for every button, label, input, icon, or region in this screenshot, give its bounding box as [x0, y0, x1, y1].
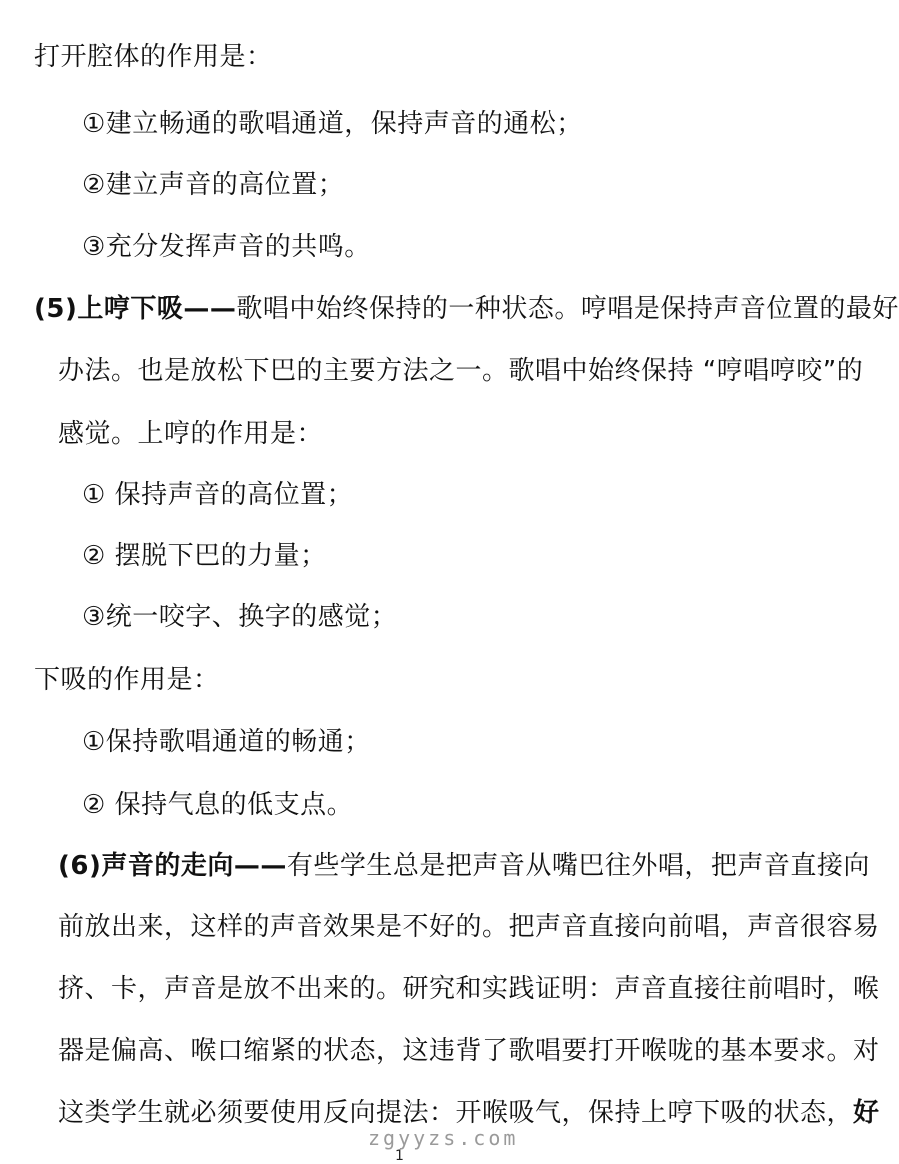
line-17: 器是偏高、喉口缩紧的状态，这违背了歌唱要打开喉咙的基本要求。对 [58, 1036, 880, 1066]
line-11: 下吸的作用是： [34, 665, 220, 695]
line-15: 前放出来，这样的声音效果是不好的。把声音直接向前唱，声音很容易 [58, 912, 880, 942]
line-8: ① 保持声音的高位置； [82, 480, 354, 510]
line-6: 办法。也是放松下巴的主要方法之一。歌唱中始终保持 “哼唱哼咬”的 [58, 356, 864, 386]
line-18-bold: 好 [853, 1098, 880, 1128]
line-1: 打开腔体的作用是： [34, 42, 273, 72]
watermark: zgyyzs.com [368, 1126, 519, 1150]
line-3: ②建立声音的高位置； [82, 170, 345, 200]
line-5 [34, 292, 899, 326]
line-7: 感觉。上哼的作用是： [58, 419, 324, 449]
page-mark: 1 [395, 1148, 404, 1164]
section-5-heading: (5)上哼下吸—— [34, 294, 237, 324]
line-16: 挤、卡，声音是放不出来的。研究和实践证明：声音直接往前唱时，喉 [58, 974, 880, 1004]
section-6-text: 有些学生总是把声音从嘴巴往外唱，把声音直接向 [286, 851, 870, 881]
line-12: ①保持歌唱通道的畅通； [82, 727, 371, 757]
line-18 [58, 1096, 880, 1130]
line-4: ③充分发挥声音的共鸣。 [82, 232, 371, 262]
line-10: ③统一咬字、换字的感觉； [82, 602, 398, 632]
section-5-text: 歌唱中始终保持的一种状态。哼唱是保持声音位置的最好 [236, 294, 899, 324]
line-14 [58, 849, 870, 883]
line-13: ② 保持气息的低支点。 [82, 790, 354, 820]
line-2: ①建立畅通的歌唱通道，保持声音的通松； [82, 109, 583, 139]
line-18-text: 这类学生就必须要使用反向提法：开喉吸气，保持上哼下吸的状态， [58, 1098, 854, 1128]
line-9: ② 摆脱下巴的力量； [82, 541, 327, 571]
section-6-heading: (6)声音的走向—— [58, 851, 287, 881]
